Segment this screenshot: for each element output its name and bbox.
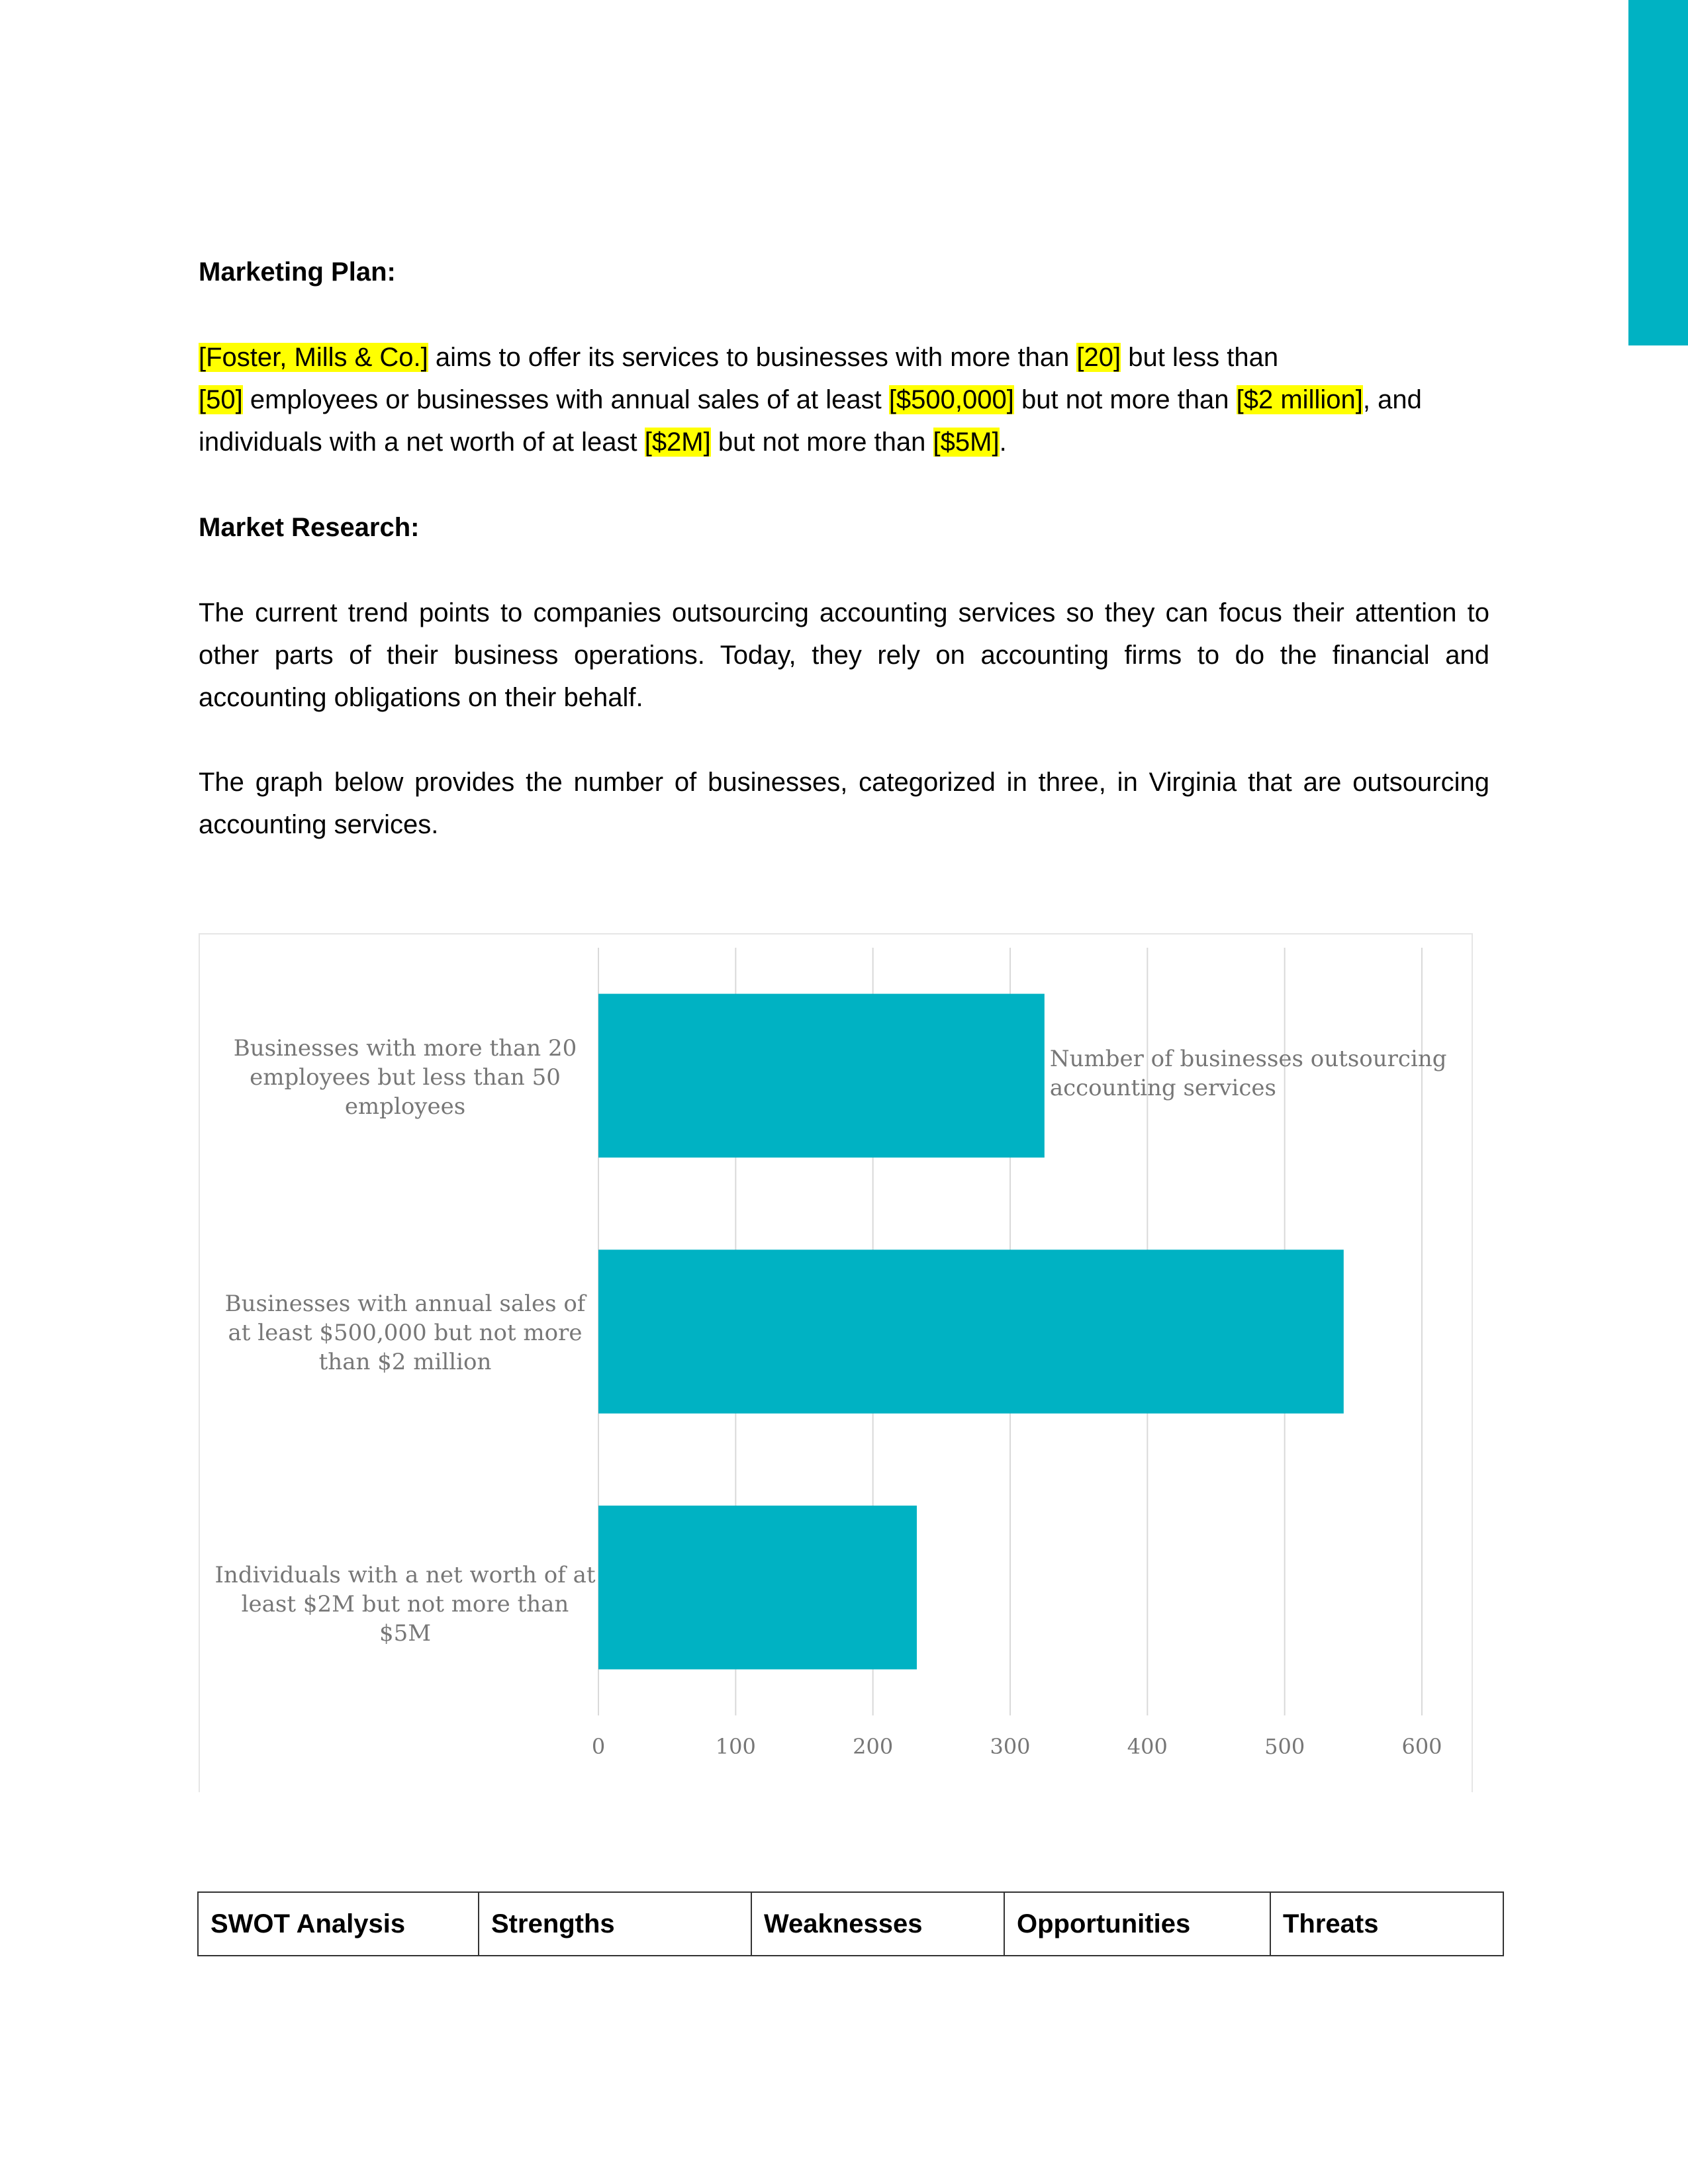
weaknesses-cell: Weaknesses bbox=[751, 1892, 1004, 1956]
x-tick-label: 500 bbox=[1264, 1734, 1305, 1759]
marketing-plan-line-2 bbox=[199, 379, 1489, 421]
swot-header-row bbox=[198, 1892, 1503, 1956]
category-label-3: Individuals with a net worth of at least $2M but not more than $5M bbox=[214, 1562, 596, 1647]
marketing-plan-paragraph bbox=[199, 336, 1489, 463]
bar bbox=[598, 994, 1045, 1158]
category-label-1: Businesses with more than 20 employees but less than 50 employees bbox=[233, 1035, 577, 1120]
marketing-plan-line-3 bbox=[199, 421, 1489, 463]
text-run: . bbox=[999, 428, 1007, 457]
highlighted-placeholder: [$500,000] bbox=[888, 385, 1014, 414]
market-research-paragraph-2: The graph below provides the number of businesses, categorized in three, in Virginia that are outsourcing accounting services. bbox=[199, 768, 1489, 839]
marketing-plan-heading: Marketing Plan: bbox=[199, 257, 396, 287]
swot-table bbox=[197, 1891, 1504, 1956]
category-label-2: Businesses with annual sales of at least $500,000 but not more than $2 million bbox=[224, 1291, 586, 1375]
market-research-heading: Market Research: bbox=[199, 513, 420, 542]
series-data-label: Number of businesses outsourcing accounting services bbox=[1049, 1046, 1447, 1101]
threats-cell: Threats bbox=[1270, 1892, 1503, 1956]
highlighted-placeholder: [$5M] bbox=[933, 428, 1000, 457]
text-run: individuals with a net worth of at least bbox=[199, 428, 645, 457]
x-tick-label: 0 bbox=[591, 1734, 606, 1759]
highlighted-placeholder: [$2 million] bbox=[1236, 385, 1363, 414]
highlighted-placeholder: [$2M] bbox=[644, 428, 711, 457]
bar bbox=[598, 1506, 917, 1669]
text-run: but less than bbox=[1121, 343, 1279, 372]
x-tick-label: 400 bbox=[1127, 1734, 1168, 1759]
bar-chart bbox=[199, 933, 1473, 1792]
opportunities-cell: Opportunities bbox=[1004, 1892, 1270, 1956]
highlighted-placeholder: [Foster, Mills & Co.] bbox=[199, 343, 428, 372]
marketing-plan-line-1 bbox=[199, 336, 1489, 379]
x-tick-label: 600 bbox=[1401, 1734, 1442, 1759]
text-run: , and bbox=[1362, 385, 1422, 414]
x-tick-label: 200 bbox=[853, 1734, 894, 1759]
text-run: employees or businesses with annual sales of at least bbox=[242, 385, 889, 414]
text-run: aims to offer its services to businesses with more than bbox=[428, 343, 1077, 372]
market-research-paragraph-1: The current trend points to companies outsourcing accounting services so they can focus their attention to other parts of their business operations. Today, they rely on accounting firms to do the financial and accounting obligations on their behalf. bbox=[199, 598, 1489, 712]
swot-analysis-cell: SWOT Analysis bbox=[198, 1892, 479, 1956]
highlighted-placeholder: [50] bbox=[199, 385, 243, 414]
text-run: but not more than bbox=[1013, 385, 1237, 414]
x-tick-label: 300 bbox=[990, 1734, 1031, 1759]
highlighted-placeholder: [20] bbox=[1076, 343, 1121, 372]
strengths-cell: Strengths bbox=[479, 1892, 751, 1956]
accent-tab bbox=[1628, 0, 1688, 345]
bar bbox=[598, 1250, 1344, 1413]
text-run: but not more than bbox=[710, 428, 933, 457]
x-tick-label: 100 bbox=[715, 1734, 756, 1759]
